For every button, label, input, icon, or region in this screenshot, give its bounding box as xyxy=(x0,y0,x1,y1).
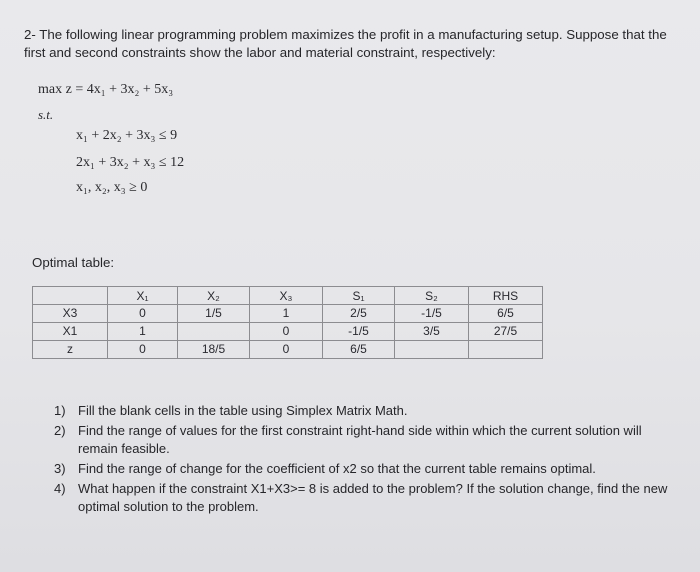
table-cell: -1/5 xyxy=(323,323,395,341)
table-row xyxy=(33,341,543,359)
question-number: 4) xyxy=(54,481,66,496)
table-cell: 3/5 xyxy=(395,323,469,341)
list-item xyxy=(54,402,684,420)
question-list xyxy=(54,402,684,518)
header-cell-rhs: RHS xyxy=(469,287,543,305)
table-cell: 2/5 xyxy=(323,305,395,323)
constraint-material: 2x₁ + 3x₂ + x₃ ≤ 12 xyxy=(76,155,185,170)
problem-intro: 2- The following linear programming problem maximizes the profit in a manufacturing setup. Suppose that the first and second constraints show the labor and material constraint, respectively: xyxy=(24,27,667,60)
optimal-simplex-table xyxy=(32,286,543,359)
table-row xyxy=(33,323,543,341)
table-cell: 1 xyxy=(108,323,178,341)
header-cell-s2: S₂ xyxy=(395,287,469,305)
table-cell: 27/5 xyxy=(469,323,543,341)
question-text: Find the range of change for the coefficient of x2 so that the current table remains optimal. xyxy=(78,461,596,476)
table-cell: 1 xyxy=(250,305,323,323)
question-number: 1) xyxy=(54,403,66,418)
table-cell: 0 xyxy=(250,341,323,359)
table-cell: 18/5 xyxy=(178,341,250,359)
table-cell: z xyxy=(33,341,108,359)
objective-function: max z = 4x₁ + 3x₂ + 5x₃ xyxy=(38,82,174,97)
table-cell: 6/5 xyxy=(469,305,543,323)
table-cell: -1/5 xyxy=(395,305,469,323)
header-cell-s1: S₁ xyxy=(323,287,395,305)
table-cell-blank xyxy=(395,341,469,359)
header-cell-x1: X₁ xyxy=(108,287,178,305)
header-cell-x3: X₃ xyxy=(250,287,323,305)
table-cell: 1/5 xyxy=(178,305,250,323)
optimal-table-label: Optimal table: xyxy=(32,255,115,270)
table-cell: X3 xyxy=(33,305,108,323)
question-text: Find the range of values for the first constraint right-hand side within which the current solution will remain feasible. xyxy=(78,423,642,456)
table-row xyxy=(33,305,543,323)
table-cell: 0 xyxy=(250,323,323,341)
list-item xyxy=(54,460,684,478)
list-item xyxy=(54,480,684,516)
header-cell-basis xyxy=(33,287,108,305)
table-cell: 0 xyxy=(108,305,178,323)
question-text: What happen if the constraint X1+X3>= 8 is added to the problem? If the solution change, find the new optimal solution to the problem. xyxy=(78,481,668,514)
table-cell: 6/5 xyxy=(323,341,395,359)
table-header-row xyxy=(33,287,543,305)
question-text: Fill the blank cells in the table using Simplex Matrix Math. xyxy=(78,403,408,418)
table-cell: 0 xyxy=(108,341,178,359)
header-cell-x2: X₂ xyxy=(178,287,250,305)
question-number: 2) xyxy=(54,423,66,438)
question-number: 3) xyxy=(54,461,66,476)
table-cell-blank xyxy=(469,341,543,359)
table-cell: X1 xyxy=(33,323,108,341)
constraint-labor: x₁ + 2x₂ + 3x₃ ≤ 9 xyxy=(76,128,178,143)
constraint-nonnegativity: x₁, x₂, x₃ ≥ 0 xyxy=(76,180,148,195)
table-cell-blank xyxy=(178,323,250,341)
subject-to-label: s.t. xyxy=(38,107,54,122)
list-item xyxy=(54,422,684,458)
